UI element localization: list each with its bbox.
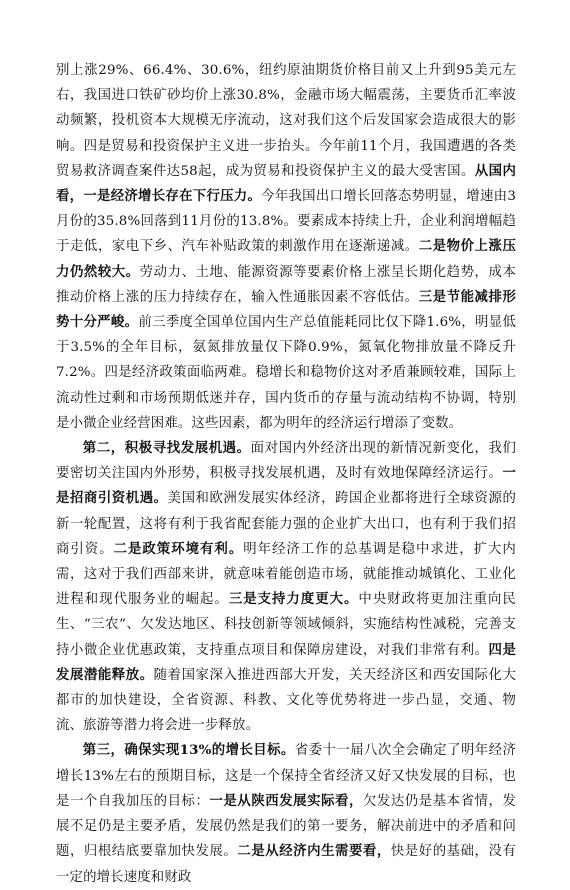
bold-heading-run: 二是物价上涨压力仍然较大。 (56, 238, 516, 280)
paragraph (56, 738, 516, 889)
bold-heading-run: 一是从陕西发展实际看， (209, 792, 363, 809)
section-heading: 第三，确保实现13%的增长目标。 (82, 742, 295, 759)
text-run: 省委十一届八次全会确定了明年经济增长13%左右的预期目标，这是一个保持全省经济又好又快发展的目标，也是一个自我加压的目标： (56, 743, 516, 809)
bold-heading-run: 从国内看，一是经济增长存在下行压力。 (56, 162, 517, 205)
text-run: 明年经济工作的总基调是稳中求进，扩大内需，这对于我们西部来讲，就意味着能创造市场，就能推动城镇化、工业化进程和现代服务业的崛起。 (56, 541, 516, 608)
text-run: 中央财政将更加注重向民生、“三农”、欠发达地区、科技创新等领域倾斜，实施结构性减税，完善支持小微企业优惠政策，支持重点项目和保障房建设，对我们非常有利。 (56, 592, 516, 658)
text-run: 面对国内外经济出现的新情况新变化，我们要密切关注国内外形势，积极寻找发展机遇，及时有效地保障经济运行。 (56, 441, 516, 482)
bold-heading-run: 二是政策环境有利。 (113, 540, 244, 557)
bold-heading-run: 四是发展潜能释放。 (56, 641, 516, 683)
text-run: 美国和欧洲发展实体经济，跨国企业都将进行全球资源的新一轮配置，这将有利于我省配套能力强的企业扩大出口，也有利于我们招商引资。 (56, 491, 517, 557)
text-run: 前三季度全国单位国内生产总值能耗同比仅下降1.6%，明显低于3.5%的全年目标，氨氮排放量仅下降0.9%，氮氧化物排放量不降反升7.2%。四是经济政策面临两难。稳增长和稳物价这对矛盾兼顾较难，国际上流动性过剩和市场预期低迷并存，国内货币的存量与流动结构不协调，特别是小微企业经营困难。这些因素，都为明年的经济运行增添了变数。 (56, 315, 517, 431)
text-run: 别上涨29%、66.4%、30.6%，纽约原油期货价格目前又上升到95美元左右，我国进口铁矿砂均价上涨30.8%，金融市场大幅震荡，主要货币汇率波动频繁，投机资本大规模无序流动，这对我们这个后发国家会造成很大的影响。四是贸易和投资保护主义进一步抬头。今年前11个月，我国遭遇的各类贸易救济调查案件达58起，成为贸易和投资保护主义的最大受害国。 (56, 63, 516, 179)
paragraph (56, 436, 516, 738)
text-run: 随着国家深入推进西部大开发，关天经济区和西安国际化大都市的加快建设，全省资源、科教、文化等优势将进一步凸显，交通、物流、旅游等潜力将会进一步释放。 (56, 667, 516, 734)
text-run: 今年我国出口增长回落态势明显，增速由3月份的35.8%回落到11月份的13.8%。要素成本持续上升，企业利润增幅趋于走低，家电下乡、汽车补贴政策的刺激作用在逐渐递减。 (56, 189, 517, 255)
bold-heading-run: 三是节能减排形势十分严峻。 (56, 288, 516, 331)
paragraph (56, 58, 516, 436)
text-run: 快是好的基础，没有一定的增长速度和财政 (56, 844, 516, 885)
section-heading: 第二，积极寻找发展机遇。 (82, 440, 251, 457)
bold-heading-run: 一是招商引资机遇。 (56, 465, 516, 507)
bold-heading-run: 三是支持力度更大。 (228, 591, 359, 608)
bold-heading-run: 二是从经济内生需要看， (237, 843, 391, 860)
text-run: 欠发达仍是基本省情，发展不足仍是主要矛盾，发展仍然是我们的第一要务，解决前进中的矛盾和问题，归根结底要靠加快发展。 (56, 793, 516, 860)
text-run: 劳动力、土地、能源资源等要素价格上涨呈长期化趋势，成本推动价格上涨的压力持续存在，输入性通胀因素不容低估。 (56, 264, 516, 305)
document-body (56, 58, 516, 890)
